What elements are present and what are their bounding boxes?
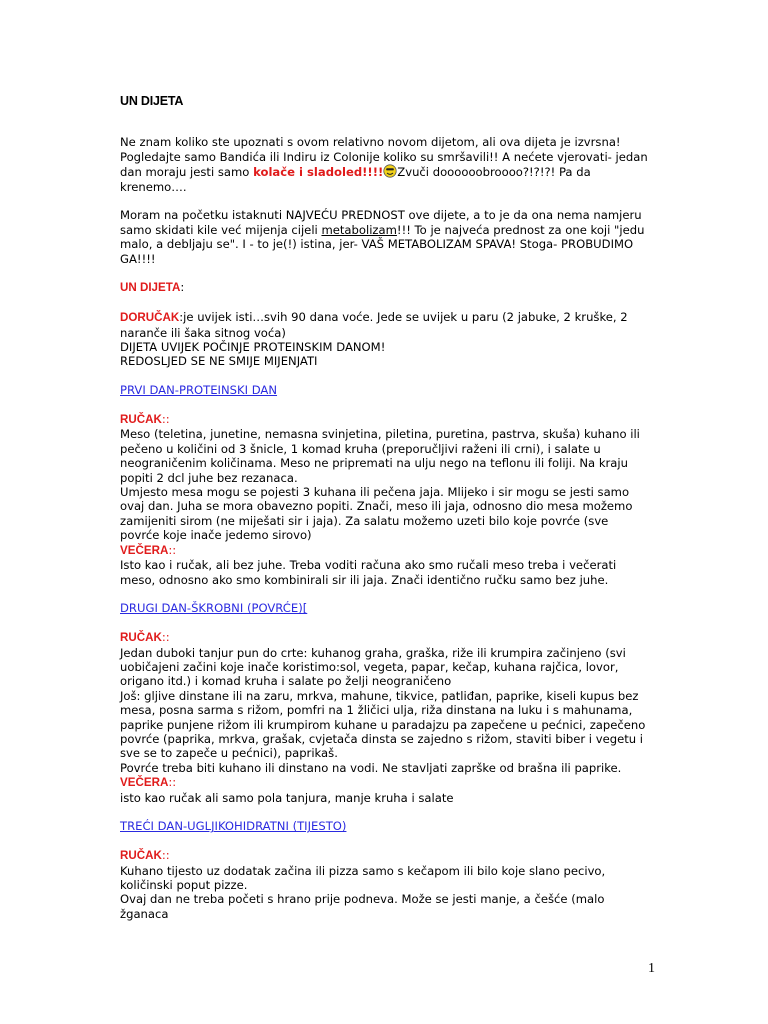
breakfast-line-3: REDOSLJED SE NE SMIJE MIJENJATI (120, 354, 318, 369)
day3-lunch-text-2: Ovaj dan ne treba početi s hrano prije podneva. Može se jesti manje, a češće (malo žganaca (120, 892, 605, 921)
advantage-paragraph (120, 208, 650, 266)
day3-lunch (120, 848, 650, 921)
day1-lunch-label: RUČAK (120, 413, 162, 427)
day2-lunch-colon: :: (161, 630, 170, 645)
day3-link[interactable]: TREĆI DAN-UGLJIKOHIDRATNI (TIJESTO) (120, 819, 347, 834)
day1-lunch-text-1: Meso (teletina, junetine, nemasna svinjetina, piletina, puretina, pastrva, skuša) kuhano ili pečeno u količini od 3 šnicle, 1 komad kruha (preporučljivi raženi ili crni), i salate u neograničenim količinama. Meso ne pripremati na ulju nego na teflonu ili foliji. Na kraju popiti 2 dcl juhe bez rezanaca. (120, 427, 640, 485)
breakfast-text: :je uvijek isti…svih 90 dana voće. Jede se uvijek u paru (2 jabuke, 2 kruške, 2 naranče ili šaka sitnog voća) (120, 310, 628, 340)
day1-lunch-text-2: Umjesto mesa mogu se pojesti 3 kuhana ili pečena jaja. Mlijeko i sir mogu se jesti samo ovaj dan. Juha se mora obavezno popiti. Znači, meso ili jaja, odnosno dio mesa možemo zamijeniti sirom (ne miješati sir i jaja). Za salatu možemo uzeti bilo koje povrće (sve povrće koje inače jedemo sirovo) (120, 485, 633, 543)
day1-dinner-colon: :: (168, 542, 177, 557)
day2-dinner-colon: :: (168, 775, 177, 790)
advantage-text-b: !!! To je najveća prednost za one koji "jedu malo, a debljaju se". I - to je(!) istina, jer- VAŠ METABOLIZAM SPAVA! Stoga- PROBUDIMO GA!!!! (120, 222, 645, 266)
day1-heading (120, 383, 650, 397)
day2-heading (120, 601, 650, 615)
day3-lunch-text-1: Kuhano tijesto uz dodatak začina ili pizza samo s kečapom ili bilo koje slano pecivo, količinski poput pizze. (120, 863, 606, 892)
page-number: 1 (648, 961, 655, 976)
day1-lunch (120, 412, 650, 587)
day1-lunch-colon: :: (161, 412, 170, 427)
intro-highlight: kolače i sladoled!!!! (253, 165, 384, 180)
day3-heading (120, 819, 650, 833)
intro-line-3a: dan moraju jesti samo (120, 165, 254, 180)
day2-lunch-text-2: Još: gljive dinstane ili na zaru, mrkva, mahune, tikvice, patliđan, paprike, kiseli kupus bez mesa, posna sarma s rižom, pomfri na 1 žličici ulja, riža dinstana na luku i s mahunama, paprike punjene rižom ili krumpirom kuhane u paradajzu pa zapečene u pećnici, zapečeno povrće (paprika, mrkva, grašak, cvjetača dinsta se zajedno s rižom, staviti biber i vegetu i sve se to zapeče u pećnici), paprikaš. (120, 688, 646, 761)
undijeta-heading (120, 280, 650, 295)
intro-line-3b: Zvuči doooooobroooo?!?!?! Pa da krenemo…. (120, 165, 591, 194)
advantage-text-a: Moram na početku istaknuti NAJVEĆU PREDNOST ove dijete, a to je da ona nema namjeru samo skidati kile već mijenja cijeli (120, 208, 642, 237)
metabolism-word: metabolizam (321, 222, 397, 237)
day2-dinner-text: isto kao ručak ali samo pola tanjura, manje kruha i salate (120, 790, 454, 805)
undijeta-heading-colon: : (180, 280, 185, 295)
day2-lunch (120, 630, 650, 805)
day3-lunch-label: RUČAK (120, 849, 162, 863)
day2-link[interactable]: DRUGI DAN-ŠKROBNI (POVRĆE)[ (120, 601, 308, 616)
document-title: UN DIJETA (120, 94, 184, 108)
intro-paragraph (120, 135, 650, 194)
intro-line-2: Pogledajte samo Bandića ili Indiru iz Colonije koliko su smršavili!! A nećete vjerovati- jedan (120, 149, 648, 164)
document-content (120, 94, 650, 921)
day1-link[interactable]: PRVI DAN-PROTEINSKI DAN (120, 383, 278, 398)
breakfast-label: DORUČAK (120, 311, 180, 325)
day2-lunch-text-1: Jedan duboki tanjur pun do crte: kuhanog graha, graška, riže ili krumpira začinjeno (svi uobičajeni začini koje inače koristimo:sol, vegeta, papar, kečap, kuhana rajčica, lovor, origano itd.) i komad kruha i salate po želji neograničeno (120, 645, 626, 689)
day3-lunch-colon: :: (161, 848, 170, 863)
breakfast-line-2: DIJETA UVIJEK POČINJE PROTEINSKIM DANOM! (120, 340, 386, 355)
day2-dinner-label: VEČERA (120, 776, 169, 790)
undijeta-heading-text: UN DIJETA (120, 281, 181, 295)
breakfast-paragraph (120, 310, 650, 369)
day2-lunch-label: RUČAK (120, 631, 162, 645)
smiley-icon (383, 164, 397, 178)
day2-lunch-text-3: Povrće treba biti kuhano ili dinstano na vodi. Ne stavljati zaprške od brašna ili paprike. (120, 760, 622, 775)
intro-line-1: Ne znam koliko ste upoznati s ovom relativno novom dijetom, ali ova dijeta je izvrsna! (120, 135, 621, 150)
day1-dinner-label: VEČERA (120, 543, 169, 557)
day1-dinner-text: Isto kao i ručak, ali bez juhe. Treba voditi računa ako smo ručali meso treba i večerati meso, odnosno ako smo kombinirali sir ili jaja. Znači identično ručku samo bez juhe. (120, 558, 617, 587)
